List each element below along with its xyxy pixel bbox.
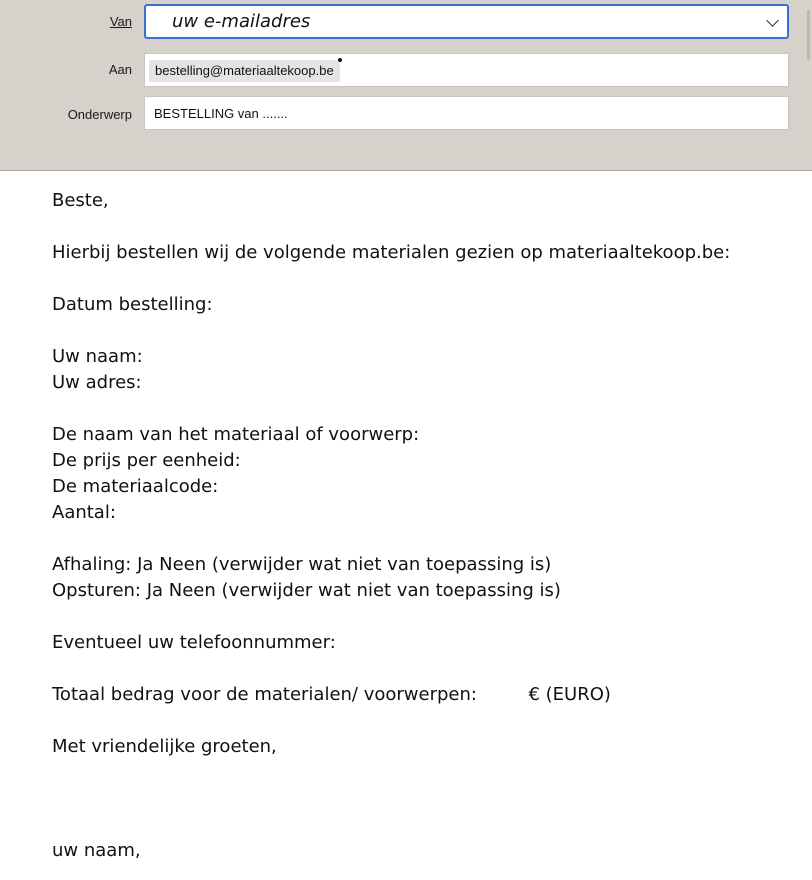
from-select[interactable]	[144, 4, 789, 39]
shipping-line: Opsturen: Ja Neen (verwijder wat niet van toepassing is)	[52, 580, 561, 601]
intro-line: Hierbij bestellen wij de volgende materialen gezien op materiaaltekoop.be:	[52, 242, 731, 263]
name-line: Uw naam:	[52, 346, 143, 367]
subject-field[interactable]	[144, 96, 789, 130]
greeting: Beste,	[52, 190, 109, 211]
item-name-line: De naam van het materiaal of voorwerp:	[52, 424, 420, 445]
compose-header	[0, 0, 812, 171]
signature-line: uw naam,	[52, 840, 141, 861]
from-label: Van	[109, 14, 132, 29]
phone-line: Eventueel uw telefoonnummer:	[52, 632, 336, 653]
date-line: Datum bestelling:	[52, 294, 213, 315]
subject-value: BESTELLING van .......	[154, 106, 288, 121]
recipient-chip-label: bestelling@materiaaltekoop.be	[155, 63, 334, 78]
recipient-chip[interactable]	[149, 60, 340, 82]
total-line: Totaal bedrag voor de materialen/ voorwerpen: € (EURO)	[52, 684, 611, 705]
message-body[interactable]	[52, 188, 792, 864]
address-line: Uw adres:	[52, 372, 142, 393]
closing-line: Met vriendelijke groeten,	[52, 736, 277, 757]
subject-label: Onderwerp	[67, 107, 132, 122]
to-label: Aan	[108, 62, 132, 77]
chevron-down-icon[interactable]	[766, 14, 779, 27]
header-scrollbar[interactable]	[807, 10, 810, 60]
from-value: uw e-mailadres	[172, 11, 311, 32]
code-line: De materiaalcode:	[52, 476, 219, 497]
to-field[interactable]	[144, 53, 789, 87]
pickup-line: Afhaling: Ja Neen (verwijder wat niet van toepassing is)	[52, 554, 552, 575]
quantity-line: Aantal:	[52, 502, 116, 523]
dot-icon	[338, 58, 342, 62]
unit-price-line: De prijs per eenheid:	[52, 450, 241, 471]
